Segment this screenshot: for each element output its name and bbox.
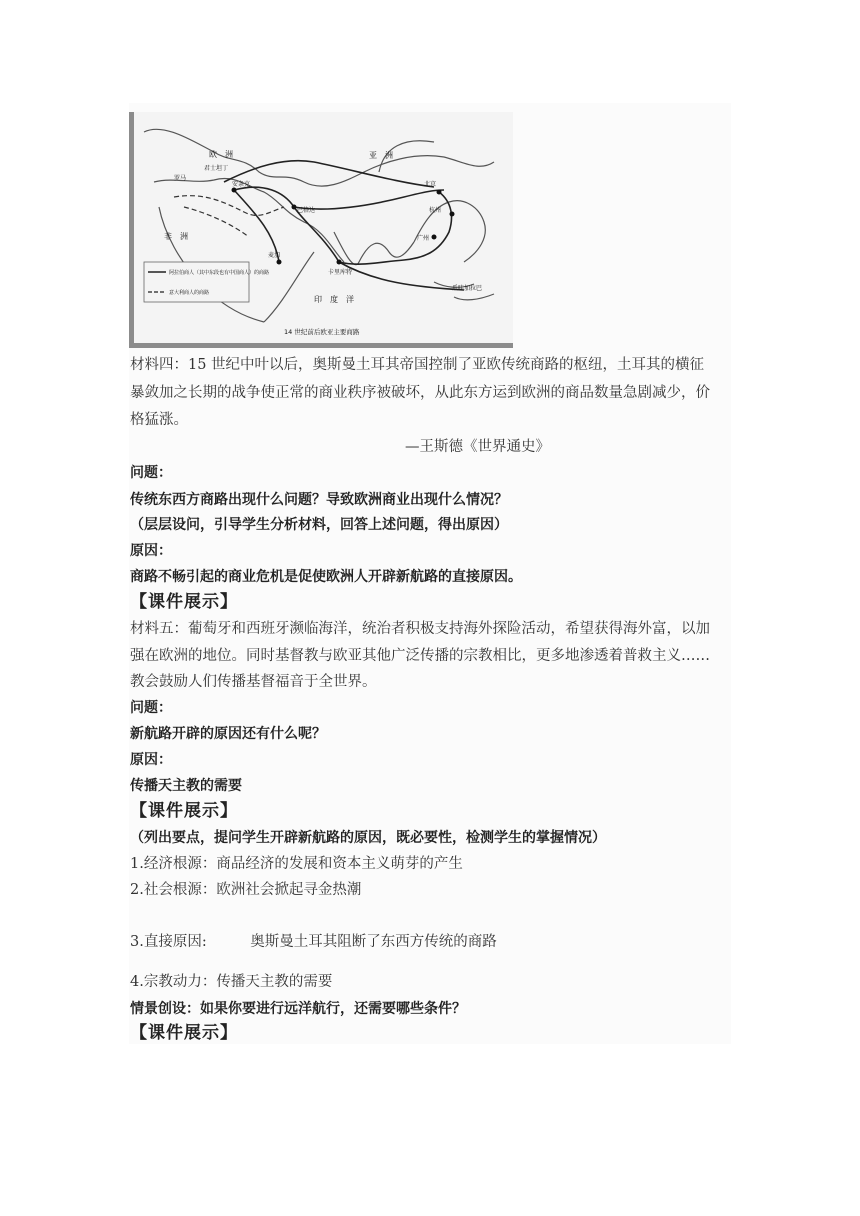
courseware-heading-1: 【课件展示】 (130, 592, 238, 612)
material-five-line-2: 强在欧洲的地位。同时基督教与欧亚其他广泛传播的宗教相比，更多地渗透着普救主义…… (130, 648, 710, 664)
material-five-line-3: 教会鼓励人们传播基督福音于全世界。 (130, 674, 377, 690)
map-label-asia: 亚 洲 (369, 151, 393, 160)
reason-label-2: 原因： (130, 752, 172, 768)
map-label-constantinople: 君士坦丁 (204, 165, 229, 172)
summary-point-1: 1.经济根源：商品经济的发展和资本主义萌芽的产生 (130, 856, 463, 872)
scenario-prompt: 情景创设：如果你要进行远洋航行，还需要哪些条件？ (130, 1001, 466, 1017)
question-text-1: 传统东西方商路出现什么问题？导致欧洲商业出现什么情况？ (130, 492, 508, 508)
question-text-2: 新航路开辟的原因还有什么呢？ (130, 726, 326, 742)
courseware-heading-3: 【课件展示】 (130, 1023, 238, 1043)
map-label-africa: 非 洲 (164, 232, 188, 241)
material-four-line-1: 材料四：15 世纪中叶以后，奥斯曼土耳其帝国控制了亚欧传统商路的枢纽，土耳其的横征 (130, 357, 705, 373)
map-label-calicut: 卡里库特 (328, 269, 353, 276)
reason-label-1: 原因： (130, 543, 172, 559)
map-label-ocean: 印 度 洋 (314, 295, 354, 304)
courseware-heading-2: 【课件展示】 (130, 801, 238, 821)
legend-dashed-label: 意大利商人的商路 (169, 290, 210, 296)
teaching-note-2: （列出要点，提问学生开辟新航路的原因，既必要性，检测学生的掌握情况） (130, 830, 606, 846)
material-five-line-1: 材料五：葡萄牙和西班牙濒临海洋，统治者积极支持海外探险活动，希望获得海外富，以加 (130, 621, 710, 637)
map-label-rome: 罗马 (174, 175, 187, 182)
map-label-mecca: 麦加 (268, 252, 281, 259)
question-label-1: 问题： (130, 465, 172, 481)
material-four-line-2: 暴敛加之长期的战争使正常的商业秩序被破坏，从此东方运到欧洲的商品数量急剧减少，价 (130, 385, 710, 401)
map-label-hangzhou: 杭州 (429, 207, 442, 214)
map-label-beijing: 北京 (424, 181, 437, 188)
summary-point-2: 2.社会根源：欧洲社会掀起寻金热潮 (130, 882, 362, 898)
map-caption: 14 世纪前后欧亚主要商路 (284, 328, 360, 336)
summary-point-3: 3.直接原因: 奥斯曼土耳其阻断了东西方传统的商路 (130, 934, 497, 950)
map-label-antioch: 安条克 (232, 181, 251, 188)
map-label-jakarta: 爪哇加拉巴 (452, 285, 483, 292)
reason-text-1: 商路不畅引起的商业危机是促使欧洲人开辟新航路的直接原因。 (130, 569, 522, 585)
map-label-europe: 欧 洲 (209, 150, 233, 159)
material-four-line-3: 格猛涨。 (130, 412, 188, 428)
trade-route-map (129, 112, 513, 348)
map-label-baghdad: 巴格达 (297, 207, 316, 214)
map-legend (144, 262, 269, 302)
summary-point-4: 4.宗教动力：传播天主教的需要 (130, 974, 333, 990)
legend-solid-label: 阿拉伯商人（其中东段也有中国商人）的商路 (169, 270, 270, 276)
reason-text-2: 传播天主教的需要 (130, 778, 242, 794)
map-label-guangzhou: 广州 (417, 235, 430, 242)
citation: —王斯德《世界通史》 (405, 439, 550, 455)
question-label-2: 问题： (130, 700, 172, 716)
teaching-note-1: （层层设问，引导学生分析材料，回答上述问题，得出原因） (130, 517, 508, 533)
